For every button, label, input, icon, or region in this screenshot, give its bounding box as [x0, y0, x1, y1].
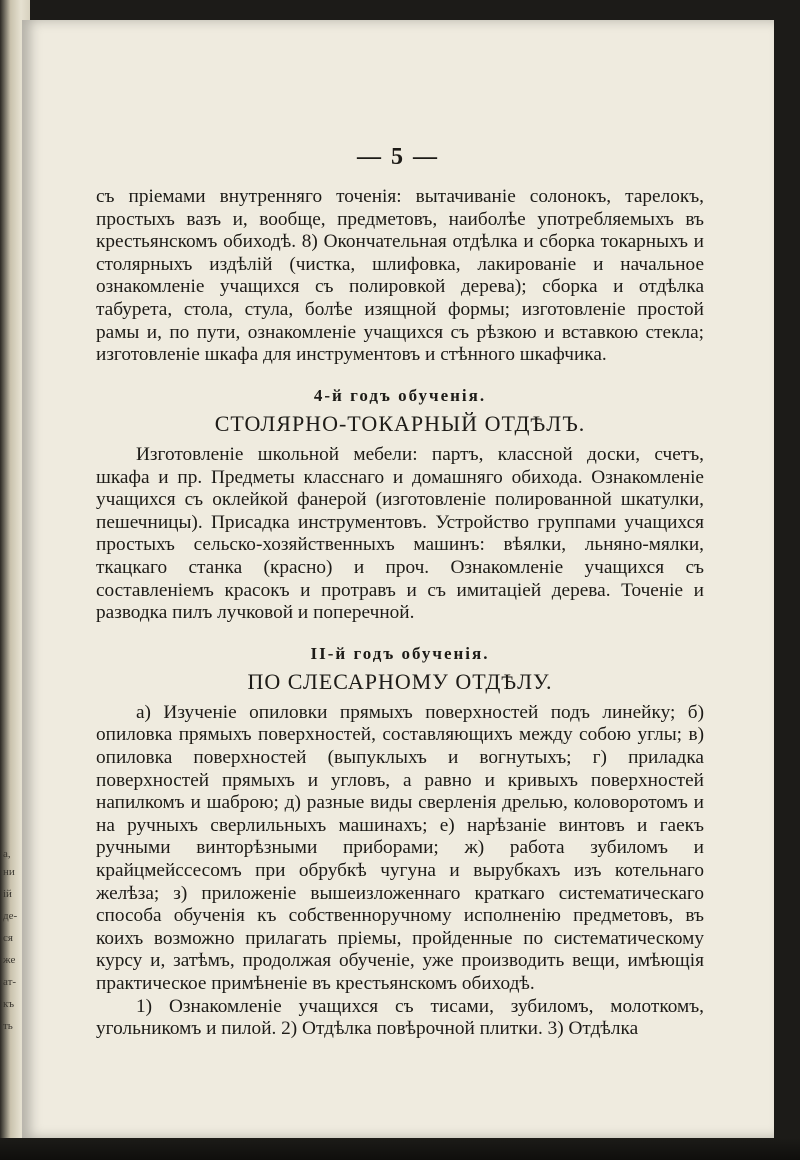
margin-fragment: ни — [3, 866, 15, 878]
margin-fragment: ть — [3, 1020, 13, 1032]
scan-bottom-edge — [0, 1138, 800, 1160]
section-year-heading: II-й годъ обученія. — [310, 643, 490, 663]
section-department-heading: ПО СЛЕСАРНОМУ ОТДѢЛУ. — [247, 669, 553, 695]
section-paragraph: 1) Ознакомленіе учащихся съ тисами, зубиломъ, молоткомъ, угольникомъ и пилой. 2) Отдѣлка повѣрочной плитки. 3) Отдѣлка — [96, 995, 704, 1040]
margin-fragment: ся — [3, 932, 13, 944]
margin-fragment: а, — [3, 848, 11, 860]
section-paragraph: Изготовленіе школьной мебели: партъ, классной доски, счетъ, шкафа и пр. Предметы класснаго и домашняго обихода. Ознакомленіе учащихся съ оклейкой фанерой (изготовленіе полированной шкатулки, пешечницы). Присадка инструментовъ. Устройство группами учащихся простыхъ сельско-хозяйственныхъ машинъ: вѣялки, льняно-мялки, ткацкаго станка (красно) и проч. Ознакомленіе учащихся съ составленіемъ красокъ и протравъ и съ имитаціей дерева. Точеніе и разводка пилъ лучковой и поперечной. — [96, 443, 704, 624]
page-content — [96, 186, 704, 1041]
margin-fragment: ат- — [3, 976, 17, 988]
section-paragraph: а) Изученіе опиловки прямыхъ поверхностей подъ линейку; б) опиловка прямыхъ поверхностей, составляющихъ между собою углы; в) опиловка поверхностей (выпуклыхъ и вогнутыхъ; г) приладка поверхностей прямыхъ и угловъ, а равно и кривыхъ поверхностей напилкомъ и шаброю; д) разные виды сверленія дрелью, коловоротомъ и на ручныхъ сверлильныхъ машинахъ; е) нарѣзаніе винтовъ и гаекъ ручными винторѣзными приборами; ж) работа зубиломъ и крайцмейссесомъ при обрубкѣ чугуна и вырубкахъ изъ котельнаго желѣза; з) приложеніе вышеизложеннаго краткаго систематическаго способа обученія къ собственноручному исполненію предметовъ, въ коихъ возможно прилагать пріемы, пройденные по систематическому курсу и, затѣмъ, продолжая обученіе, уже производить вещи, имѣющія практическое примѣненіе въ крестьянскомъ обиходѣ. — [96, 701, 704, 994]
margin-fragment: же — [3, 954, 16, 966]
margin-fragment: де- — [3, 910, 18, 922]
section-year-heading: 4-й годъ обученія. — [313, 385, 487, 405]
continuation-paragraph: съ пріемами внутренняго точенія: вытачиваніе солонокъ, тарелокъ, простыхъ вазъ и, вообще, предметовъ, наиболѣе употребляемыхъ въ крестьянскомъ обиходѣ. 8) Окончательная отдѣлка и сборка токарныхъ и столярныхъ издѣлій (чистка, шлифовка, лакированіе и начальное ознакомленіе учащихся съ полировкой дерева); сборка и отдѣлка табурета, стола, стула, болѣе изящной формы; изготовленіе простой рамы и, по пути, ознакомленіе учащихся съ рѣзкою и вставкою стекла; изготовленіе шкафа для инструментовъ и стѣнного шкафчика. — [96, 186, 704, 366]
margin-fragment: къ — [3, 998, 15, 1010]
section-department-heading: СТОЛЯРНО-ТОКАРНЫЙ ОТДѢЛЪ. — [214, 411, 586, 437]
margin-fragment: ій — [3, 888, 12, 900]
page-number: — 5 — — [357, 144, 439, 170]
book-page — [22, 20, 774, 1138]
